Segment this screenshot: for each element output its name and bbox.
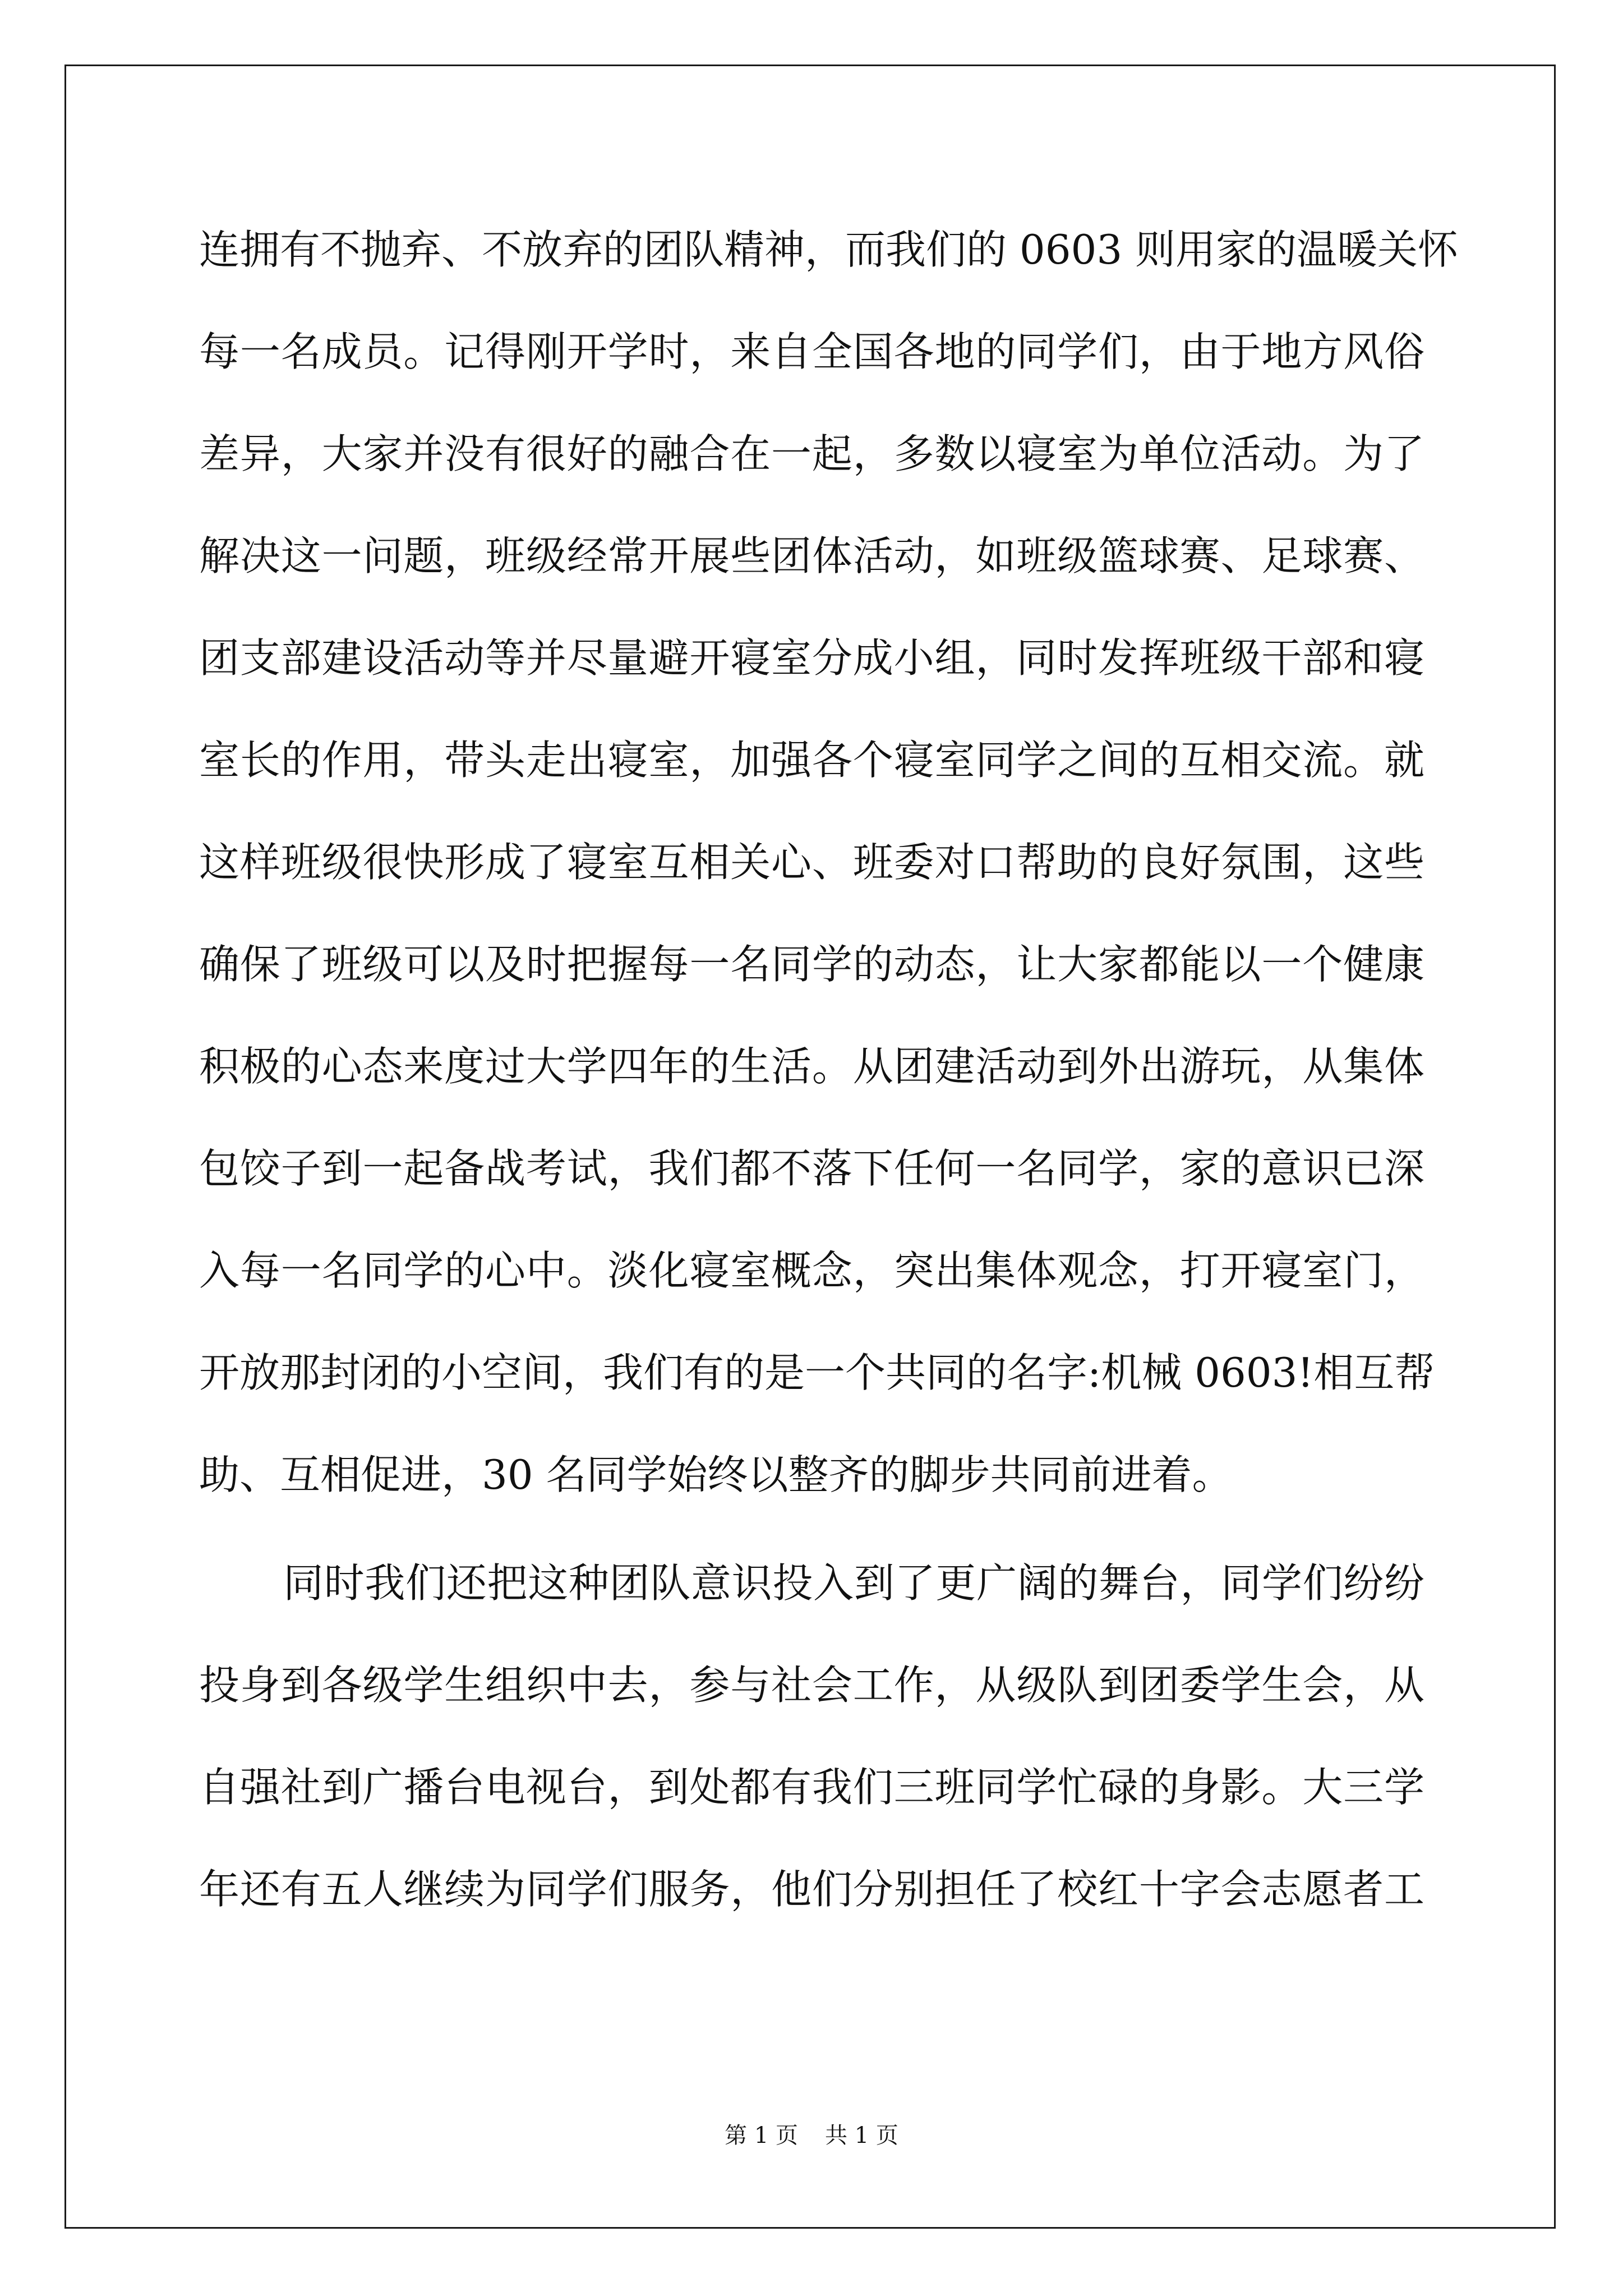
text-line: 同时我们还把这种团队意识投入到了更广阔的舞台，同学们纷纷 [283,1559,1424,1607]
page-total: 共 1 页 [825,2123,898,2148]
text-line: 开放那封闭的小空间，我们有的是一个共同的名字:机械 0603!相互帮 [199,1349,1435,1396]
text-line: 入每一名同学的心中。淡化寝室概念，突出集体观念，打开寝室门， [199,1247,1424,1294]
text-line: 包饺子到一起备战考试，我们都不落下任何一名同学，家的意识已深 [199,1145,1424,1192]
text-line: 这样班级很快形成了寝室互相关心、班委对口帮助的良好氛围，这些 [199,839,1424,886]
text-line: 确保了班级可以及时把握每一名同学的动态，让大家都能以一个健康 [199,941,1424,988]
text-line: 助、互相促进，30 名同学始终以整齐的脚步共同前进着。 [199,1451,1233,1498]
page-number: 第 1 页 [725,2123,798,2148]
text-line: 每一名成员。记得刚开学时，来自全国各地的同学们，由于地方风俗 [199,328,1424,375]
text-line: 投身到各级学生组织中去，参与社会工作，从级队到团委学生会，从 [199,1662,1424,1709]
text-line: 积极的心态来度过大学四年的生活。从团建活动到外出游玩，从集体 [199,1043,1424,1090]
text-line: 连拥有不抛弃、不放弃的团队精神，而我们的 0603 则用家的温暖关怀 [199,226,1459,273]
text-line: 差异，大家并没有很好的融合在一起，多数以寝室为单位活动。为了 [199,430,1424,477]
page-footer [0,2118,1623,2150]
text-line: 团支部建设活动等并尽量避开寝室分成小组，同时发挥班级干部和寝 [199,634,1424,682]
text-line: 自强社到广播台电视台，到处都有我们三班同学忙碌的身影。大三学 [199,1764,1424,1811]
text-line: 室长的作用，带头走出寝室，加强各个寝室同学之间的互相交流。就 [199,737,1424,784]
text-line: 年还有五人继续为同学们服务，他们分别担任了校红十字会志愿者工 [199,1866,1424,1913]
text-line: 解决这一问题，班级经常开展些团体活动，如班级篮球赛、足球赛、 [199,532,1424,579]
